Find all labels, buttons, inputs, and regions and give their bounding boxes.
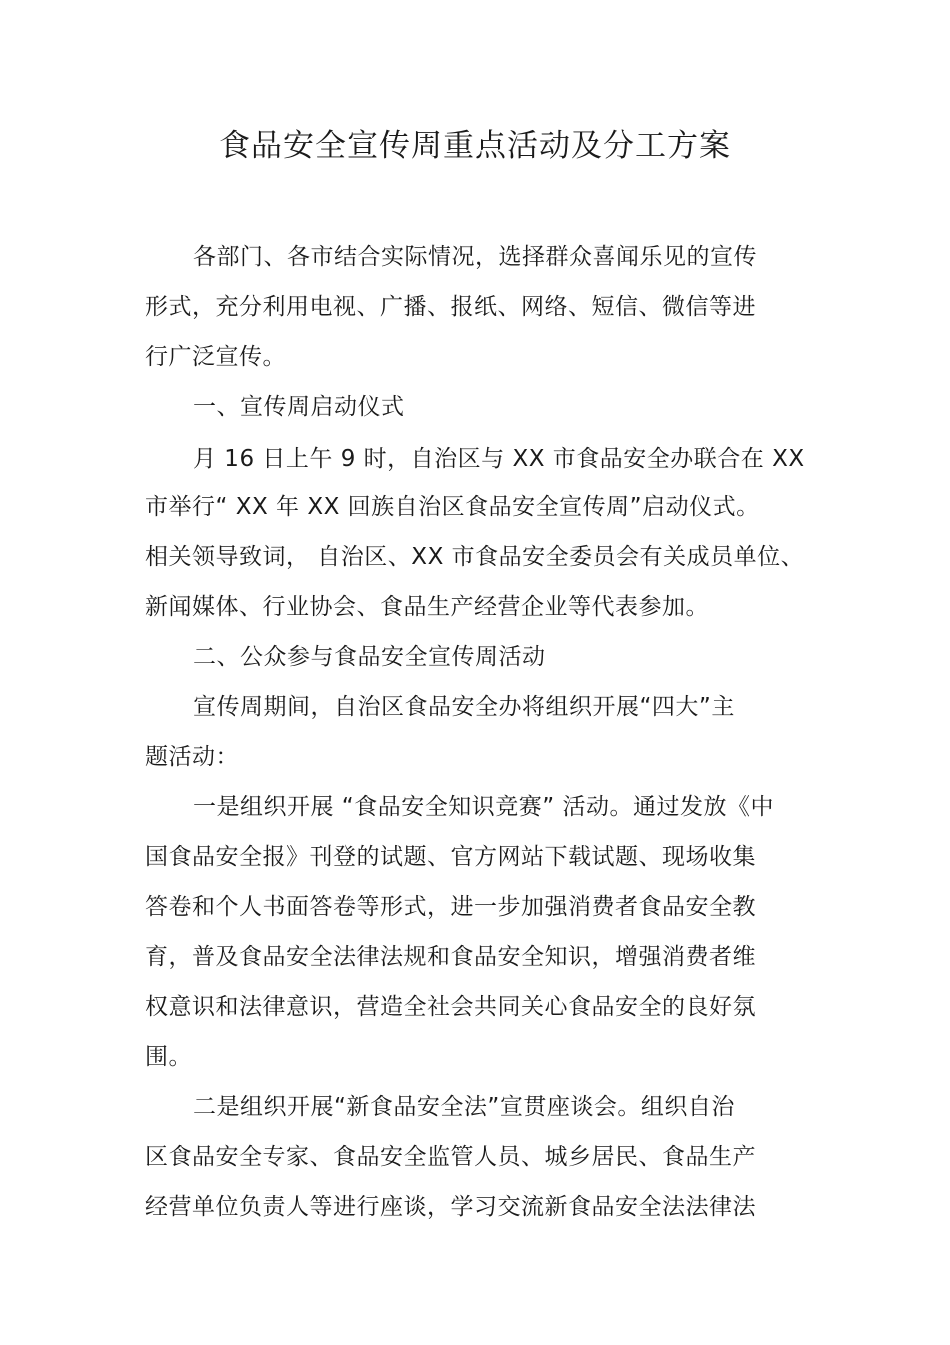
paragraph-line: 题活动： [145, 744, 239, 770]
paragraph-line: 育，普及食品安全法律法规和食品安全知识，增强消费者维 [145, 944, 756, 970]
paragraph-line: 月 16 日上午 9 时，自治区与 XX 市食品安全办联合在 XX [193, 446, 805, 472]
paragraph-line: 市举行“ XX 年 XX 回族自治区食品安全宣传周”启动仪式。 [145, 494, 760, 520]
paragraph-line: 围。 [145, 1044, 192, 1070]
paragraph-line: 经营单位负责人等进行座谈，学习交流新食品安全法法律法 [145, 1194, 756, 1220]
page-title: 食品安全宣传周重点活动及分工方案 [219, 128, 731, 164]
section-heading: 一、宣传周启动仪式 [193, 394, 405, 420]
paragraph-line: 各部门、各市结合实际情况，选择群众喜闻乐见的宣传 [193, 244, 757, 270]
section-heading: 二、公众参与食品安全宣传周活动 [193, 644, 546, 670]
paragraph-line: 新闻媒体、行业协会、食品生产经营企业等代表参加。 [145, 594, 709, 620]
paragraph-line: 宣传周期间，自治区食品安全办将组织开展“四大”主 [193, 694, 735, 720]
paragraph-line: 答卷和个人书面答卷等形式，进一步加强消费者食品安全教 [145, 894, 756, 920]
paragraph-line: 形式，充分利用电视、广播、报纸、网络、短信、微信等进 [145, 294, 756, 320]
paragraph-line: 国食品安全报》刊登的试题、官方网站下载试题、现场收集 [145, 844, 756, 870]
paragraph-line: 行广泛宣传。 [145, 344, 286, 370]
paragraph-line: 相关领导致词， 自治区、XX 市食品安全委员会有关成员单位、 [145, 544, 805, 570]
paragraph-line: 权意识和法律意识，营造全社会共同关心食品安全的良好氛 [145, 994, 756, 1020]
paragraph-line: 一是组织开展 “食品安全知识竞赛” 活动。通过发放《中 [193, 794, 774, 820]
paragraph-line: 区食品安全专家、食品安全监管人员、城乡居民、食品生产 [145, 1144, 756, 1170]
paragraph-line: 二是组织开展“新食品安全法”宣贯座谈会。组织自治 [193, 1094, 735, 1120]
